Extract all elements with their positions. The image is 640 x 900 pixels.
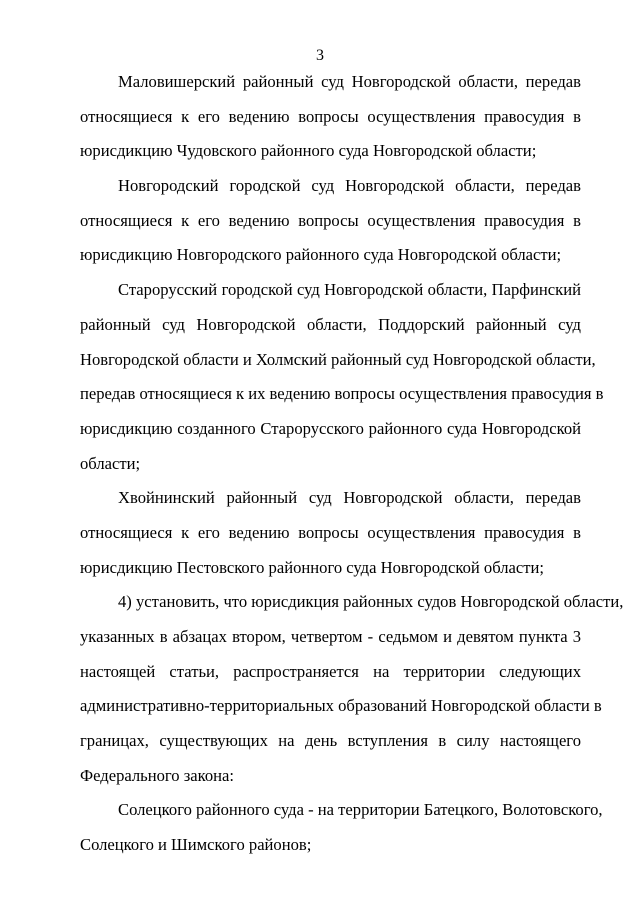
text-line: области; [80,453,141,473]
text-line: относящиеся к его ведению вопросы осуществления правосудия в [80,522,581,542]
text-line: относящиеся к его ведению вопросы осуществления правосудия в [80,106,581,126]
paragraph [80,489,581,593]
text-line: Новгородский городской суд Новгородской области, передав [118,176,581,196]
paragraph [80,592,624,801]
text-line: настоящей статьи, распространяется на территории следующих [80,661,581,681]
text-line: юрисдикцию Новгородского районного суда Новгородской области; [80,245,562,265]
text-line: Федерального закона: [80,765,235,785]
text-line: относящиеся к его ведению вопросы осуществления правосудия в [80,210,581,230]
paragraph [80,280,604,489]
text-line: юрисдикцию созданного Старорусского районного суда Новгородской [80,418,581,438]
paragraph [80,177,581,281]
text-line: Хвойнинский районный суд Новгородской области, передав [118,488,581,508]
text-line: Солецкого и Шимского районов; [80,835,312,855]
paragraph [80,800,603,870]
text-line: Старорусский городской суд Новгородской области, Парфинский [118,280,581,300]
text-line: границах, существующих на день вступления в силу настоящего [80,731,581,751]
text-line: передав относящиеся к их ведению вопросы осуществления правосудия в [80,384,604,404]
text-line: Маловишерский районный суд Новгородской области, передав [118,72,581,91]
text-line: Новгородской области и Холмский районный суд Новгородской области, [80,349,596,369]
text-line: 4) установить, что юрисдикция районных судов Новгородской области, [118,592,624,612]
page-number: 3 [316,47,324,64]
document-body [80,72,624,871]
text-line: Солецкого районного суда - на территории Батецкого, Волотовского, [118,800,603,820]
paragraph [80,73,581,177]
text-line: указанных в абзацах втором, четвертом - седьмом и девятом пункта 3 [80,627,581,646]
text-line: районный суд Новгородской области, Поддорский районный суд [80,314,581,334]
text-line: юрисдикцию Пестовского районного суда Новгородской области; [80,557,544,577]
text-line: юрисдикцию Чудовского районного суда Новгородской области; [80,141,537,161]
text-line: административно-территориальных образований Новгородской области в [80,696,602,716]
